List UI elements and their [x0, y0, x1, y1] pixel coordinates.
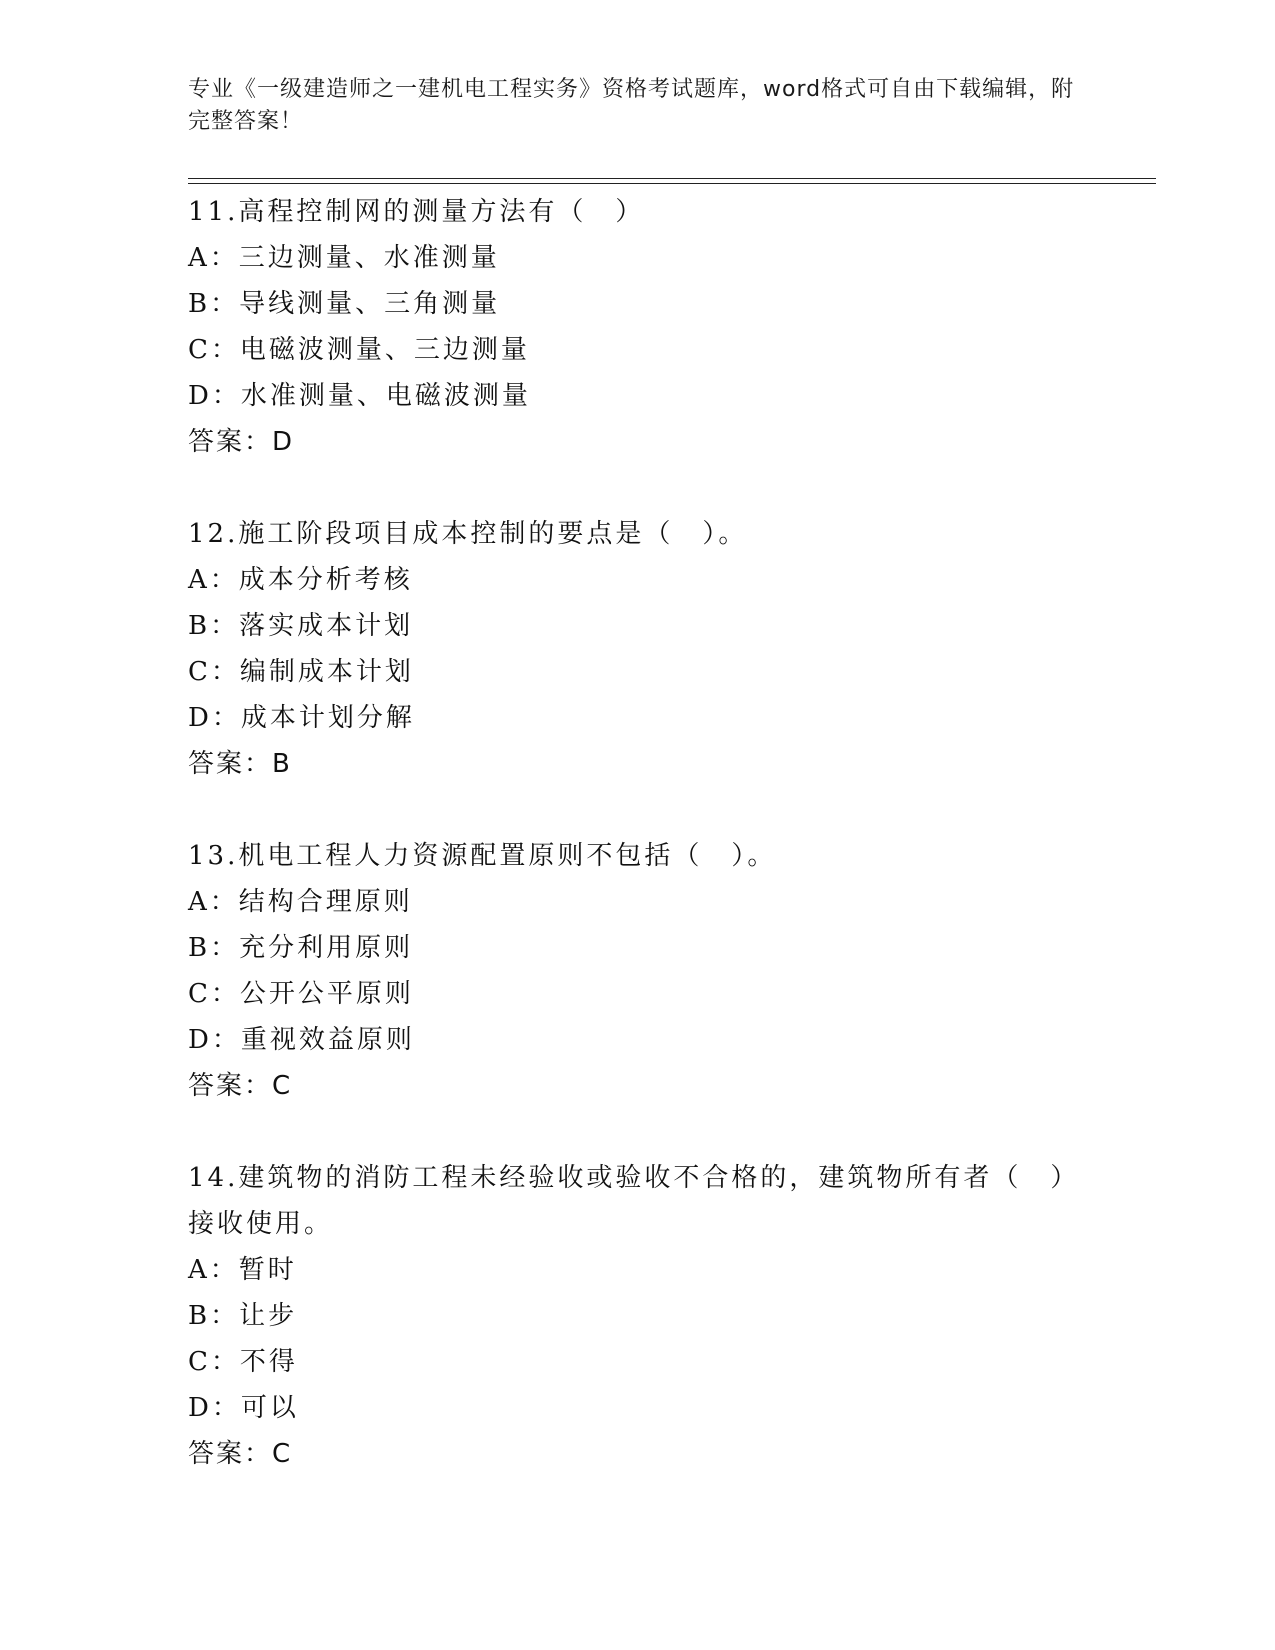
option-a: A：成本分析考核	[188, 565, 413, 595]
answer-line: 答案：D	[188, 427, 295, 457]
option-b: B：让步	[188, 1301, 298, 1331]
option-c: C：公开公平原则	[188, 979, 414, 1009]
option-b: B：导线测量、三角测量	[188, 289, 501, 319]
answer-line: 答案：C	[188, 1439, 293, 1469]
question-14	[188, 1155, 1088, 1477]
question-13	[188, 833, 1088, 1109]
question-stem: 12.施工阶段项目成本控制的要点是（ ）。	[188, 519, 748, 549]
option-d: D：水准测量、电磁波测量	[188, 381, 531, 411]
question-list	[188, 189, 1088, 1477]
document-header: 专业《一级建造师之一建机电工程实务》资格考试题库，word格式可自由下载编辑，附完整答案！	[188, 77, 1075, 134]
question-stem: 11.高程控制网的测量方法有（ ）	[188, 197, 645, 227]
option-d: D：成本计划分解	[188, 703, 415, 733]
header-divider-top	[188, 178, 1156, 179]
option-b: B：充分利用原则	[188, 933, 414, 963]
option-a: A：三边测量、水准测量	[188, 243, 500, 273]
option-b: B：落实成本计划	[188, 611, 414, 641]
option-a: A：结构合理原则	[188, 887, 413, 917]
option-c: C：电磁波测量、三边测量	[188, 335, 530, 365]
option-c: C：不得	[188, 1347, 298, 1377]
answer-line: 答案：B	[188, 749, 292, 779]
header-divider-bottom	[188, 183, 1156, 184]
option-c: C：编制成本计划	[188, 657, 414, 687]
question-12	[188, 511, 1088, 787]
option-a: A：暂时	[188, 1255, 297, 1285]
option-d: D：可以	[188, 1393, 299, 1423]
question-11	[188, 189, 1088, 465]
question-stem: 13.机电工程人力资源配置原则不包括（ ）。	[188, 841, 777, 871]
answer-line: 答案：C	[188, 1071, 293, 1101]
option-d: D：重视效益原则	[188, 1025, 415, 1055]
question-stem: 14.建筑物的消防工程未经验收或验收不合格的，建筑物所有者（ ）接收使用。	[188, 1163, 1080, 1239]
